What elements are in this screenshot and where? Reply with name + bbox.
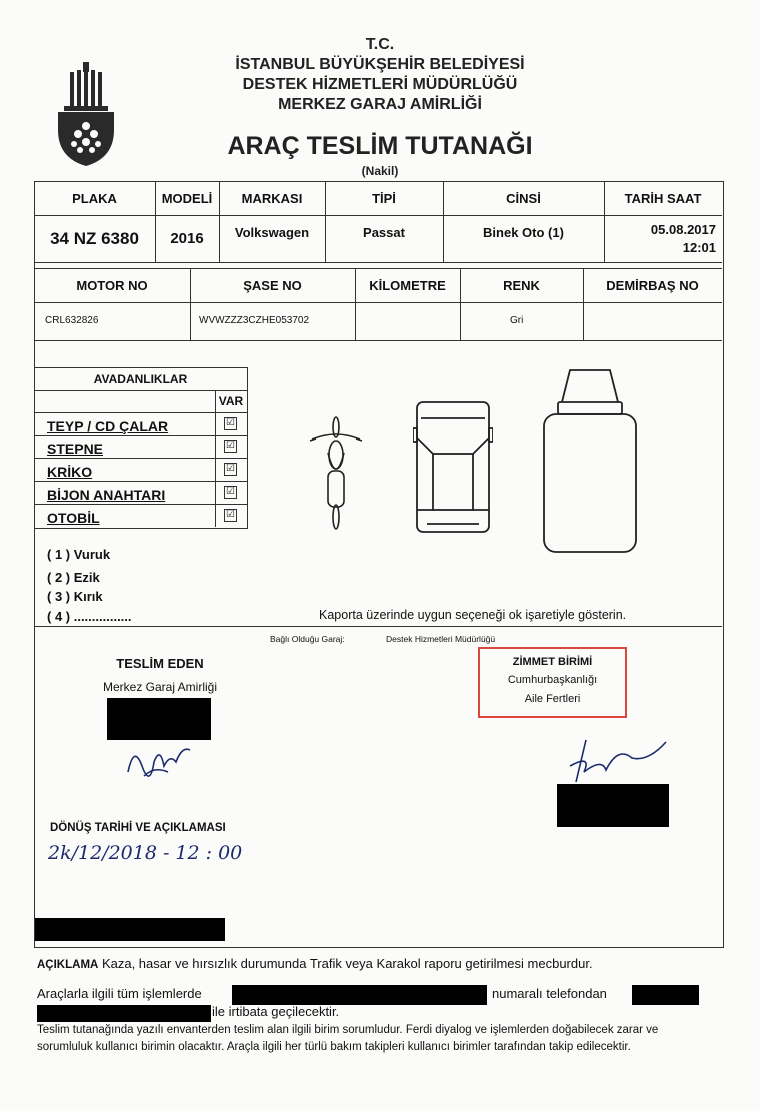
renk-value: Gri [510,315,524,326]
tip-value: Passat [363,224,405,240]
equipment-item: STEPNE [47,441,104,457]
phone-suffix: ile irtibata geçilecektir. [212,1004,340,1019]
ibb-logo-icon [50,60,122,170]
redacted-block [232,985,487,1005]
header-motor-no: MOTOR NO [76,277,148,293]
zimmet-line2: Aile Fertleri [524,693,581,705]
equipment-item: OTOBİL [47,510,100,526]
garage-value: Destek Hizmetleri Müdürlüğü [386,634,496,644]
marka-value: Volkswagen [234,224,310,240]
notes-text: Kaza, hasar ve hırsızlık durumunda Trafik veya Karakol raporu getirilmesi mecburdur. [101,956,593,971]
header-tip: TİPİ [372,190,396,206]
damage-legend-item: ( 1 ) Vuruk [47,547,111,562]
damage-legend-item: ( 2 ) Ezik [47,570,100,585]
return-handwritten: 2k/12/2018 - 12 : 00 [48,842,243,864]
header-directorate: DESTEK HİZMETLERİ MÜDÜRLÜĞÜ [242,76,518,93]
checkbox-checked[interactable]: ☑ [224,486,237,499]
saat-value: 12:01 [682,240,716,255]
header-kilometre: KİLOMETRE [369,277,446,293]
motorcycle-diagram-icon [306,405,366,535]
garage-label: Bağlı Olduğu Garaj: [270,634,345,644]
header-plaka: PLAKA [72,190,117,206]
redacted-block [632,985,699,1005]
zimmet-title: ZİMMET BİRİMİ [512,656,593,668]
document-subtitle: (Nakil) [361,164,399,178]
teslim-eden-title: TESLİM EDEN [116,656,204,671]
redacted-block [107,698,211,740]
header-renk: RENK [503,277,540,293]
equipment-title: AVADANLIKLAR [93,371,188,386]
redacted-block [37,1005,211,1022]
damage-note: Kaporta üzerinde uygun seçeneği ok işaretiyle gösterin. [319,608,627,622]
header-model: MODELİ [161,190,213,206]
equipment-item: KRİKO [47,464,93,480]
return-label: DÖNÜŞ TARİHİ VE AÇIKLAMASI [50,822,226,834]
notes-label: AÇIKLAMA [37,959,99,971]
notes-line [37,956,593,971]
equipment-item: TEYP / CD ÇALAR [47,418,169,434]
equipment-item: BİJON ANAHTARI [47,487,166,503]
zimmet-line1: Cumhurbaşkanlığı [507,674,598,686]
redacted-block [35,918,225,941]
document-title: ARAÇ TESLİM TUTANAĞI [227,132,533,160]
damage-legend-item: ( 3 ) Kırık [47,589,103,604]
header-municipality: İSTANBUL BÜYÜKŞEHİR BELEDİYESİ [235,56,525,73]
cins-value: Binek Oto (1) [483,224,564,240]
header-sase-no: ŞASE NO [243,277,302,293]
damage-legend-item: ( 4 ) ................ [47,609,132,624]
header-tarih-saat: TARİH SAAT [624,190,702,206]
motor-no-value: CRL632826 [45,315,99,326]
phone-middle: numaralı telefondan [492,986,607,1001]
checkbox-checked[interactable]: ☑ [224,463,237,476]
model-value: 2016 [170,230,204,247]
header-cins: CİNSİ [506,190,541,206]
checkbox-checked[interactable]: ☑ [224,509,237,522]
notes-paragraph: Teslim tutanağında yazılı envanterden teslim alan ilgili birim sorumludur. Ferdi diyalog ve işlemlerden doğabilecek zarar ve sorumluluk kullanıcı birimin olacaktır. Araçla ilgili her türlü bakım takipleri kullanıcı birimler tarafından takip edilecektir. [37,1024,659,1053]
redacted-block [557,784,669,827]
truck-diagram-icon [540,368,640,554]
checkbox-checked[interactable]: ☑ [224,440,237,453]
header-tc: T.C. [365,36,395,53]
header-demirbas-no: DEMİRBAŞ NO [606,277,699,293]
teslim-eden-value: Merkez Garaj Amirliği [102,680,218,694]
tarih-value: 05.08.2017 [650,222,716,237]
equipment-var-header: VAR [218,394,244,408]
phone-prefix: Araçlarla ilgili tüm işlemlerde [37,986,202,1001]
header-marka: MARKASI [241,190,303,206]
checkbox-checked[interactable]: ☑ [224,417,237,430]
sase-no-value: WVWZZZ3CZHE053702 [199,315,310,326]
car-diagram-icon [413,398,493,536]
header-garage: MERKEZ GARAJ AMİRLİĞİ [278,96,482,113]
signature-icon [124,736,196,782]
plaka-value: 34 NZ 6380 [50,228,139,248]
